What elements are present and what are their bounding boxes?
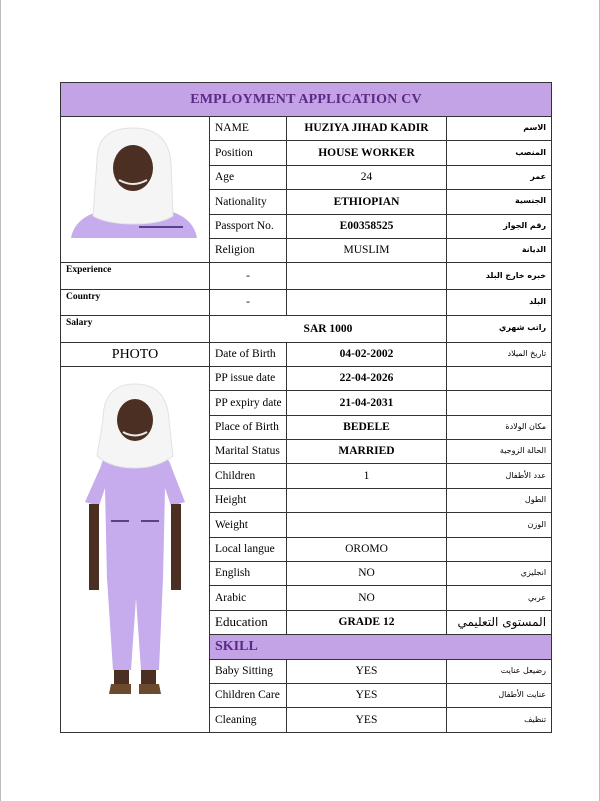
headshot-photo	[61, 120, 209, 260]
detail-value: 04-02-2002	[287, 342, 447, 366]
personal-row	[61, 117, 552, 141]
personal-label-ar: عمر	[447, 165, 552, 189]
cv-title: EMPLOYMENT APPLICATION CV	[61, 83, 552, 117]
detail-label-ar: مكان الولادة	[447, 415, 552, 439]
skill-label-ar: عنايت الأطفال	[447, 683, 552, 707]
personal-label-ar: الاسم	[447, 117, 552, 141]
experience-empty	[287, 263, 447, 289]
detail-label-ar: عربي	[447, 586, 552, 610]
education-value: GRADE 12	[287, 610, 447, 634]
detail-label-ar	[447, 391, 552, 415]
country-row	[61, 289, 552, 315]
skill-header: SKILL	[210, 635, 552, 659]
photo-label: PHOTO	[61, 342, 210, 366]
full-body-photo-cell	[61, 366, 210, 732]
detail-value	[287, 513, 447, 537]
salary-label: Salary	[61, 316, 210, 342]
detail-value: OROMO	[287, 537, 447, 561]
salary-row	[61, 316, 552, 342]
cv-table	[60, 82, 552, 733]
skill-value: YES	[287, 683, 447, 707]
personal-label-ar: الديانة	[447, 238, 552, 262]
personal-value: HUZIYA JIHAD KADIR	[287, 117, 447, 141]
skill-value: YES	[287, 659, 447, 683]
education-label-ar: المستوى التعليمي	[447, 610, 552, 634]
detail-value: 22-04-2026	[287, 366, 447, 390]
personal-label-ar: رقم الجواز	[447, 214, 552, 238]
detail-label: PP expiry date	[210, 391, 287, 415]
detail-label: PP issue date	[210, 366, 287, 390]
personal-value: HOUSE WORKER	[287, 141, 447, 165]
personal-label: Position	[210, 141, 287, 165]
skill-label: Baby Sitting	[210, 659, 287, 683]
detail-value: NO	[287, 562, 447, 586]
detail-label-ar	[447, 366, 552, 390]
detail-label-ar: انجليزي	[447, 562, 552, 586]
detail-value: BEDELE	[287, 415, 447, 439]
skill-value: YES	[287, 708, 447, 732]
skill-label: Cleaning	[210, 708, 287, 732]
detail-label: Place of Birth	[210, 415, 287, 439]
personal-label: Passport No.	[210, 214, 287, 238]
detail-label: Date of Birth	[210, 342, 287, 366]
skill-label: Children Care	[210, 683, 287, 707]
detail-label: Children	[210, 464, 287, 488]
page-border-left	[0, 0, 1, 801]
detail-label-ar: الوزن	[447, 513, 552, 537]
experience-label-ar: خبره خارج البلد	[447, 263, 552, 289]
detail-label-ar	[447, 537, 552, 561]
detail-label: Local langue	[210, 537, 287, 561]
detail-label-ar: تاريخ الميلاد	[447, 342, 552, 366]
details-row	[61, 342, 552, 366]
education-label: Education	[210, 610, 287, 634]
personal-label: Age	[210, 165, 287, 189]
personal-label: Nationality	[210, 190, 287, 214]
experience-label: Experience	[61, 263, 210, 289]
title-row	[61, 83, 552, 117]
headshot-photo-cell	[61, 117, 210, 263]
personal-value: E00358525	[287, 214, 447, 238]
detail-label: English	[210, 562, 287, 586]
salary-value: SAR 1000	[210, 316, 447, 342]
detail-label-ar: الحالة الزوجية	[447, 440, 552, 464]
detail-label-ar: عدد الأطفال	[447, 464, 552, 488]
personal-label-ar: المنصب	[447, 141, 552, 165]
country-value: -	[210, 289, 287, 315]
personal-value: MUSLIM	[287, 238, 447, 262]
experience-value: -	[210, 263, 287, 289]
detail-value	[287, 488, 447, 512]
personal-label: Religion	[210, 238, 287, 262]
personal-label: NAME	[210, 117, 287, 141]
personal-value: 24	[287, 165, 447, 189]
detail-label-ar: الطول	[447, 488, 552, 512]
personal-value: ETHIOPIAN	[287, 190, 447, 214]
details-row	[61, 366, 552, 390]
detail-value: MARRIED	[287, 440, 447, 464]
salary-label-ar: راتب شهري	[447, 316, 552, 342]
skill-label-ar: رضيعل عنايت	[447, 659, 552, 683]
detail-value: NO	[287, 586, 447, 610]
detail-value: 1	[287, 464, 447, 488]
full-body-photo	[61, 370, 209, 728]
personal-label-ar: الجنسية	[447, 190, 552, 214]
detail-label: Marital Status	[210, 440, 287, 464]
detail-value: 21-04-2031	[287, 391, 447, 415]
skill-label-ar: تنظيف	[447, 708, 552, 732]
detail-label: Height	[210, 488, 287, 512]
detail-label: Arabic	[210, 586, 287, 610]
country-label: Country	[61, 289, 210, 315]
country-label-ar: البلد	[447, 289, 552, 315]
country-empty	[287, 289, 447, 315]
experience-row	[61, 263, 552, 289]
detail-label: Weight	[210, 513, 287, 537]
